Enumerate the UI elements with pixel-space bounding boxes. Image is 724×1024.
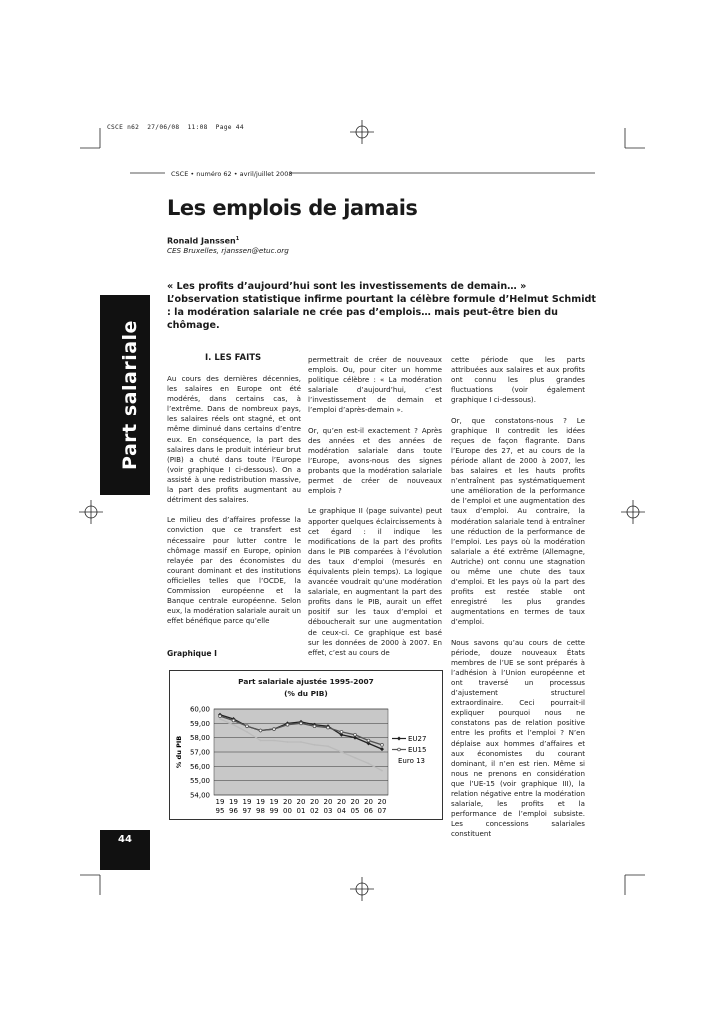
line-chart (170, 671, 442, 819)
print-slug: CSCE n62 27/06/08 11:08 Page 44 (107, 124, 244, 131)
page-number: 44 (100, 830, 150, 870)
data-point (286, 723, 289, 726)
x-tick-label: 20 (377, 798, 387, 806)
data-point (340, 731, 343, 734)
legend-label: Euro 13 (398, 757, 425, 765)
data-point (246, 725, 249, 728)
author-footnote-ref: 1 (235, 236, 240, 242)
y-tick-label: 56,00 (189, 762, 210, 771)
x-tick-label: 95 (215, 807, 225, 815)
author-name: Ronald Janssen$^1$ (167, 236, 240, 246)
y-tick-label: 55,00 (189, 777, 210, 786)
x-tick-label: 19 (269, 798, 279, 806)
y-tick-label: 58,00 (189, 734, 210, 743)
data-point (313, 725, 316, 728)
data-point (314, 744, 316, 746)
running-header: CSCE • numéro 62 • avril/juillet 2008 (171, 170, 293, 178)
x-tick-label: 20 (283, 798, 292, 806)
x-tick-label: 05 (350, 807, 360, 815)
y-tick-label: 60,00 (189, 705, 210, 714)
legend-label: EU15 (408, 746, 427, 754)
paragraph: Le graphique II (page suivante) peut apporter quelques éclaircissements à cet égard : il indique les modifications de la part des profits dans le PIB comparées à l’évolution des taux d’emploi (mesurés en équivalents plein temps). La logique avancée voudrait qu’une modération salariale, en augmentant la part des profits dans le PIB, aurait un effet positif sur les taux d’emploi et déboucherait sur une augmentation de ceux-ci. Ce graphique est basé sur les données de 2000 à 2007. En effet, c’est au cours de (308, 506, 442, 657)
paragraph: Or, que constatons-nous ? Le graphique II contredit les idées reçues de façon flagrante. Dans l’Europe des 27, et au cours de la période allant de 2000 à 2007, les bas salaires et les hauts profits n’entraînent pas systématiquement une amélioration de la performance de l’emploi et une augmentation des taux d’emploi. Au contraire, la modération salariale tend à entraîner une réduction de la performance de l’emploi. Les pays où la modération salariale a été extrême (Allemagne, Autriche) ont connu une stagnation ou même une chute des taux d’emploi. Et les pays où la part des profits est restée stable ont enregistré les plus grandes augmentations en termes de taux d’emploi. (451, 415, 585, 627)
data-point (300, 741, 302, 743)
y-tick-label: 59,00 (189, 719, 210, 728)
paragraph: Le milieu des d’affaires professe la conviction que ce transfert est nécessaire pour lutter contre le chômage massif en Europe, opinion relayée par des économistes du courant dominant et des institutions officielles telles que l’OCDE, la Commission européenne et la Banque centrale européenne. Selon eux, la modération salariale aurait un effet bénéfique parce qu’elle (167, 515, 301, 626)
data-point (354, 757, 356, 759)
x-tick-label: 20 (337, 798, 346, 806)
x-tick-label: 20 (296, 798, 306, 806)
x-tick-label: 00 (283, 807, 292, 815)
x-tick-label: 20 (364, 798, 373, 806)
figure-label: Graphique I (167, 649, 218, 658)
x-tick-label: 19 (242, 798, 252, 806)
x-tick-label: 03 (323, 807, 333, 815)
data-point (273, 740, 275, 742)
data-point (381, 743, 384, 746)
article-title: Les emplois de jamais (167, 196, 418, 220)
lead-paragraph: « Les profits d’aujourd’hui sont les investissements de demain… » L’observation statistique infirme pourtant la célèbre formule d’Helmut Schmidt : la modération salariale ne crée pas d’emplois… mais peut-être bien du chômage. (167, 281, 596, 331)
legend-label: EU27 (408, 735, 427, 743)
paragraph: cette période que les parts attribuées aux salaires et aux profits ont connu les plus grandes fluctuations (voir également graphique I ci-dessous). (451, 355, 585, 405)
paragraph: Au cours des dernières décennies, les salaires en Europe ont été modérés, dans certains cas, à l’extrême. Dans de nombreux pays, les salaires réels ont stagné, et ont même diminué dans certains d’entre eux. En conséquence, la part des salaires dans le produit intérieur brut (PIB) a chuté dans toute l’Europe (voir graphique I ci-dessous). On a assisté à une redistribution massive, la part des profits augmentant au détriment des salaires. (167, 374, 301, 505)
data-point (233, 724, 235, 726)
y-axis-label: % du PIB (175, 735, 183, 769)
data-point (354, 733, 357, 736)
text-column-1 (167, 374, 301, 636)
data-point (260, 740, 262, 742)
x-tick-label: 98 (256, 807, 265, 815)
data-point (219, 715, 222, 718)
legend-marker (397, 737, 401, 741)
data-point (219, 718, 221, 720)
sidebar-label: Part salariale (119, 320, 141, 470)
data-point (246, 731, 248, 733)
data-point (273, 728, 276, 731)
x-tick-label: 99 (269, 807, 279, 815)
paragraph: Or, qu’en est-il exactement ? Après des années et des années de modération salariale dans toute l’Europe, avons-nous des signes probants que la modération salariale permet de créer de nouveaux emplois ? (308, 425, 442, 496)
text-column-2 (308, 355, 442, 668)
legend-marker (398, 748, 401, 751)
section-sidebar (100, 295, 150, 495)
paragraph: Nous savons qu’au cours de cette période, douze nouveaux États membres de l’UE se sont préparés à l’adhésion à l’Union européenne et ont traversé un processus d’ajustement structurel extraordinaire. Ceci pourrait-il expliquer pourquoi nous ne constatons pas de relation positive entre les profits et l’emploi ? N’en déplaise aux hommes d’affaires et aux économistes du courant dominant, il n’en est rien. Même si nous ne prenons en considération que l’UE-15 (voir graphique III), la relation négative entre la modération salariale, les profits et la performance de l’emploi subsiste. Les concessions salariales constituent (451, 637, 585, 839)
text-column-3 (451, 355, 585, 850)
x-tick-label: 19 (256, 798, 265, 806)
x-tick-label: 06 (364, 807, 373, 815)
section-heading: I. LES FAITS (205, 353, 262, 363)
data-point (368, 763, 370, 765)
data-point (341, 751, 343, 753)
x-tick-label: 04 (337, 807, 346, 815)
x-tick-label: 20 (350, 798, 360, 806)
chart-title: Part salariale ajustée 1995-2007 (238, 677, 374, 686)
x-tick-label: 19 (229, 798, 238, 806)
x-tick-label: 01 (296, 807, 306, 815)
x-tick-label: 97 (242, 807, 252, 815)
data-point (300, 722, 303, 725)
x-tick-label: 20 (323, 798, 333, 806)
x-tick-label: 96 (229, 807, 238, 815)
paragraph: permettrait de créer de nouveaux emplois. Ou, pour citer un homme politique célèbre : « La modération salariale d’aujourd’hui, c’est l’investissement de demain et l’emploi d’après-demain ». (308, 355, 442, 415)
x-tick-label: 02 (310, 807, 319, 815)
x-tick-label: 07 (377, 807, 387, 815)
y-tick-label: 57,00 (189, 748, 210, 757)
data-point (367, 739, 370, 742)
chart-subtitle: (% du PIB) (284, 689, 328, 698)
x-tick-label: 19 (215, 798, 225, 806)
x-tick-label: 20 (310, 798, 319, 806)
author-affiliation: CES Bruxelles, rjanssen@etuc.org (167, 246, 289, 255)
y-tick-label: 54,00 (189, 791, 210, 800)
data-point (287, 741, 289, 743)
data-point (381, 770, 383, 772)
chart-frame (169, 670, 443, 820)
data-point (259, 729, 262, 732)
data-point (327, 726, 330, 729)
data-point (232, 719, 235, 722)
data-point (327, 745, 329, 747)
